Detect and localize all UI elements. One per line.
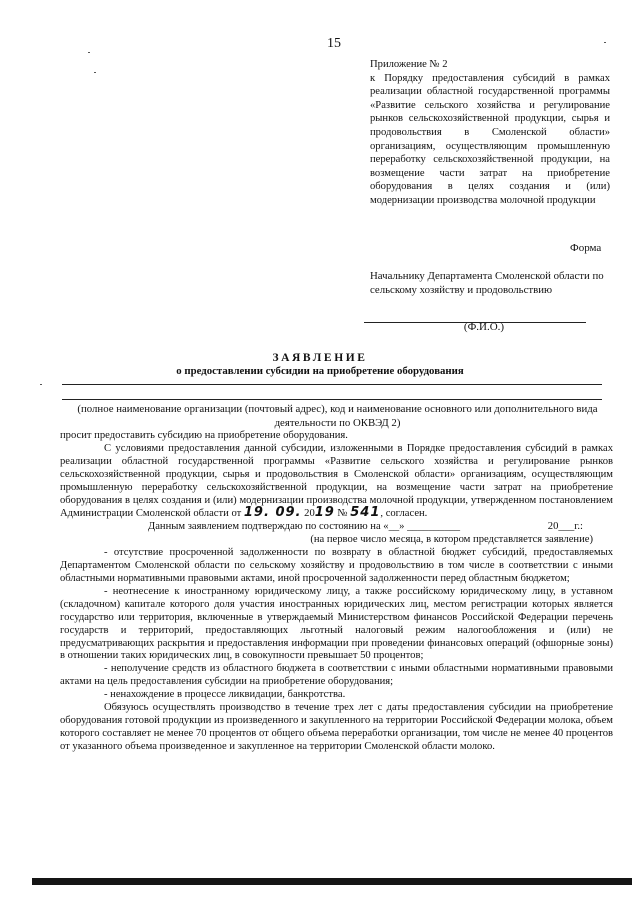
conditions-text: С условиями предоставления данной субсидии, изложенными в Порядке предоставления субсидий в рамках реализации областной государственной программы «Развитие сельского хозяйства и регулирование рынков сельскохозяйственной продукции, сырья и продовольствия в Смоленской области» организациям, осуществляющим промышленную переработку сельскохозяйственной продукции, на возмещение части затрат на приобретение оборудования в целях создания и (или) модернизации производства молочной продукции, утвержденном постановлением Администрации Смоленской области от — [60, 442, 613, 520]
scan-speck — [40, 384, 42, 385]
org-caption: (полное наименование организации (почтовый адрес), код и наименование основного или дополнительного вида деятельности по ОКВЭД 2) — [77, 403, 598, 429]
handwritten-year: 19 — [314, 505, 335, 521]
document-subtitle: о предоставлении субсидии на приобретение оборудования — [176, 365, 464, 377]
document-title: ЗАЯВЛЕНИЕ — [272, 352, 368, 364]
org-name-line — [62, 399, 602, 400]
agreed-text: , согласен. — [380, 508, 428, 520]
confirm-note: (на первое число месяца, в котором представляется заявление) — [310, 534, 593, 546]
appendix-block — [370, 58, 610, 208]
year-prefix: 20 — [304, 508, 315, 520]
list-item: - неполучение средств из областного бюджета в соответствии с иными областными нормативными правовыми актами на цель предоставления субсидии на приобретение оборудования; — [60, 663, 613, 688]
list-item: - ненахождение в процессе ликвидации, банкротства. — [104, 689, 346, 701]
obligation-paragraph: Обязуюсь осуществлять производство в течение трех лет с даты предоставления субсидии на приобретение оборудования готовой продукции из произведенного и закупленного на территории Российской Федерации молока, объем которого составляет не менее 70 процентов от общего объема переработки организации, том числе не менее 40 процентов от указанного объема произведенное и закупленное на территории Смоленской области молоко. — [60, 702, 613, 752]
scan-bottom-edge — [32, 878, 632, 885]
handwritten-number: 541 — [350, 505, 381, 521]
document-body — [60, 430, 613, 754]
form-label: Форма — [570, 242, 602, 254]
confirm-row — [60, 521, 613, 534]
fio-caption: (Ф.И.О.) — [463, 321, 505, 333]
confirm-text: Данным заявлением подтверждаю по состоянию на «__» __________ — [148, 521, 461, 533]
confirm-year: 20___г.: — [547, 521, 583, 533]
appendix-title: Приложение № 2 — [370, 59, 448, 70]
handwritten-date: 19. 09. — [243, 505, 302, 521]
scan-speck — [604, 42, 606, 43]
request-paragraph: просит предоставить субсидию на приобретение оборудования. — [60, 430, 348, 441]
list-item: - отсутствие просроченной задолженности по возврату в областной бюджет субсидий, предоставляемых Департаментом Смоленской области по сельскому хозяйству и продовольствию в том числе в соответствии с иными областными нормативными правовыми актами, иной просроченной задолженности перед областным бюджетом; — [60, 547, 613, 584]
scan-speck — [94, 72, 96, 73]
addressee: Начальнику Департамента Смоленской области по сельскому хозяйству и продовольствию — [370, 270, 604, 296]
org-name-line — [62, 384, 602, 385]
number-sign: № — [337, 508, 348, 520]
page-number: 15 — [327, 36, 341, 51]
scan-speck — [88, 52, 90, 53]
list-item: - неотнесение к иностранному юридическому лицу, а также российскому юридическому лицу, в уставном (складочном) капитале которого доля участия иностранных юридических лиц, местом регистрации которых является государство или территория, включенные в утверждаемый Министерством финансов Российской Федерации перечень государств и территорий, предоставляющих льготный налоговый режим налогообложения и (или) не предусматривающих раскрытия и предоставления информации при проведении финансовых операций (офшорные зоны) в отношении таких юридических лиц, в совокупности превышает 50 процентов; — [60, 585, 613, 662]
conditions-paragraph — [60, 443, 613, 521]
appendix-text: к Порядку предоставления субсидий в рамках реализации областной государственной программы «Развитие сельского хозяйства и регулирование рынков сельскохозяйственной продукции, сырья и продовольствия в Смоленской области» организациям, осуществляющим промышленную переработку сельскохозяйственной продукции, на возмещение части затрат на приобретение оборудования в целях создания и (или) модернизации производства молочной продукции — [370, 72, 610, 206]
